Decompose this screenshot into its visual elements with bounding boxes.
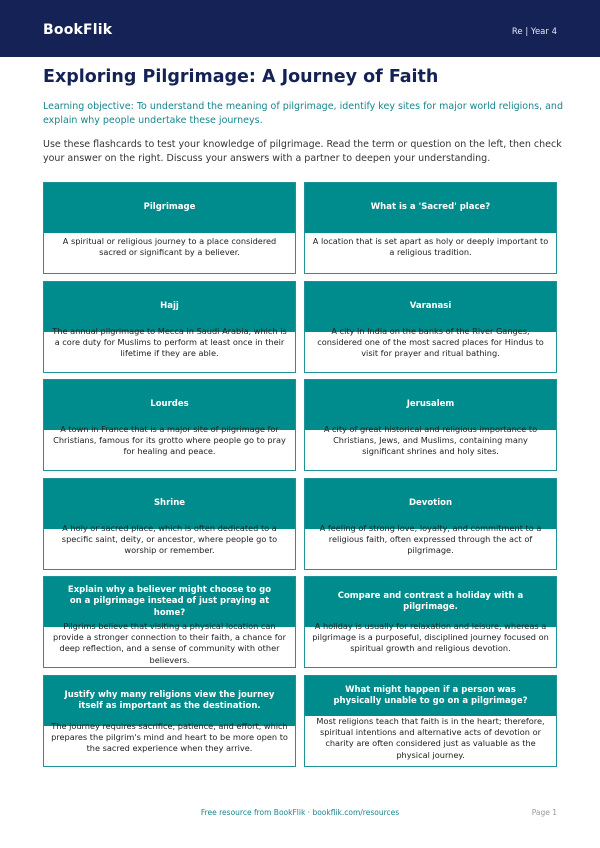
flashcard-term: What is a 'Sacred' place? — [305, 183, 556, 233]
flashcard-answer: Pilgrims believe that visiting a physical location can provide a stronger connection to their faith, a chance for deep reflection, and a sense of community with other believers. — [53, 621, 286, 665]
brand-logo[interactable]: BookFlik — [43, 22, 113, 38]
flashcard-answer: A holiday is usually for relaxation and leisure, whereas a pilgrimage is a purposeful, disciplined journey focused on spiritual growth and religious devotion. — [312, 621, 549, 654]
flashcard-answer: A holy or sacred place, which is often dedicated to a specific saint, deity, or ancestor, where people go to worship or remember. — [61, 523, 278, 556]
flashcard-question: Explain why a believer might choose to go on a pilgrimage instead of just praying at home? — [44, 577, 295, 627]
flashcard-pilgrimage — [43, 182, 296, 274]
flashcard-answer: A city of great historical and religious importance to Christians, Jews, and Muslims, containing many significant shrines and holy sites. — [323, 424, 538, 457]
flashcard-question-journey-importance — [43, 675, 296, 767]
flashcard-answer: The journey requires sacrifice, patience, and effort, which prepares the pilgrim's mind and heart to be more open to the sacred experience when they arrive. — [51, 721, 288, 754]
flashcard-answer: A town in France that is a major site of pilgrimage for Christians, famous for its grotto where people go to pray for healing and peace. — [53, 424, 286, 457]
flashcard-sacred-place — [304, 182, 557, 274]
flashcard-varanasi — [304, 281, 557, 373]
flashcard-term: Varanasi — [305, 282, 556, 332]
flashcard-term: Lourdes — [44, 380, 295, 430]
flashcard-term: Devotion — [305, 479, 556, 529]
learning-objective: Learning objective: To understand the meaning of pilgrimage, identify key sites for major world religions, and explain why people undertake these journeys. — [43, 101, 563, 126]
flashcard-question: Justify why many religions view the journey itself as important as the destination. — [44, 676, 295, 726]
top-banner — [0, 0, 600, 57]
flashcard-question-unable-to-go — [304, 675, 557, 767]
flashcard-question: Compare and contrast a holiday with a pilgrimage. — [305, 577, 556, 627]
flashcard-term: Shrine — [44, 479, 295, 529]
flashcard-answer: A feeling of strong love, loyalty, and commitment to a religious faith, often expressed through the act of pilgrimage. — [319, 523, 542, 556]
flashcard-answer: A spiritual or religious journey to a place considered sacred or significant by a believer. — [62, 236, 277, 258]
flashcard-hajj — [43, 281, 296, 373]
flashcard-devotion — [304, 478, 557, 570]
flashcard-answer: The annual pilgrimage to Mecca in Saudi Arabia, which is a core duty for Muslims to perform at least once in their lifetime if they are able. — [52, 326, 287, 359]
flashcard-question-holiday-vs-pilgrimage — [304, 576, 557, 668]
subject-year-label: Re | Year 4 — [511, 27, 557, 37]
flashcard-lourdes — [43, 379, 296, 471]
flashcard-question-why-pilgrimage — [43, 576, 296, 668]
footer-credit[interactable]: Free resource from BookFlik · bookflik.com/resources — [200, 808, 400, 817]
flashcard-question: What might happen if a person was physically unable to go on a pilgrimage? — [305, 676, 556, 716]
flashcard-term: Jerusalem — [305, 380, 556, 430]
flashcard-answer: Most religions teach that faith is in the heart; therefore, spiritual intentions and alternative acts of devotion or charity are often considered just as valuable as the physical journey. — [316, 716, 545, 760]
flashcard-shrine — [43, 478, 296, 570]
instructions: Use these flashcards to test your knowledge of pilgrimage. Read the term or question on the left, then check your answer on the right. Discuss your answers with a partner to deepen your understanding. — [43, 139, 562, 164]
page-number: Page 1 — [531, 808, 557, 817]
flashcard-term: Hajj — [44, 282, 295, 332]
flashcard-term: Pilgrimage — [44, 183, 295, 233]
flashcard-answer: A city in India on the banks of the River Ganges, considered one of the most sacred places for Hindus to visit for prayer and ritual bathing. — [317, 326, 544, 359]
flashcard-jerusalem — [304, 379, 557, 471]
flashcard-answer: A location that is set apart as holy or deeply important to a religious tradition. — [312, 236, 549, 258]
page-title: Exploring Pilgrimage: A Journey of Faith — [43, 67, 439, 87]
